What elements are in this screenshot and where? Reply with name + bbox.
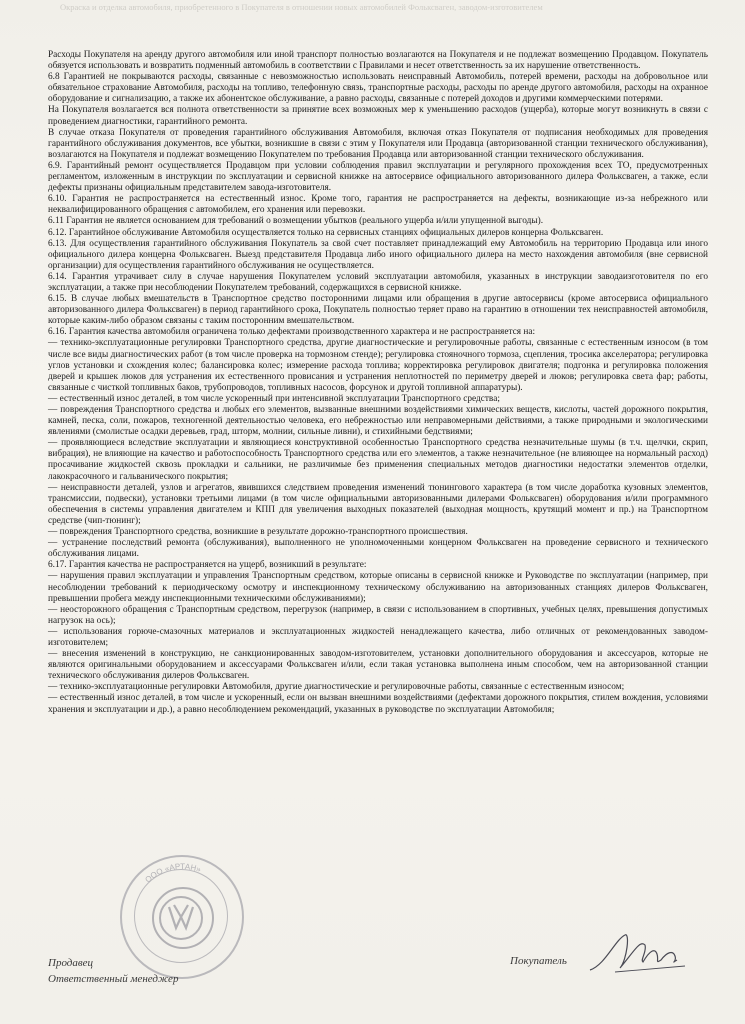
paragraph: 6.9. Гарантийный ремонт осуществляется Продавцом при условии соблюдения правил эксплуатации и регулярного прохождения всех ТО, предусмотренных регламентом, изложенным в инструкции по эксплуатации и сервисной книжке на автосервисе официального авторизованного дилера Фольксваген, а также, если дефекты признаны официальным представителем завода-изготовителя. bbox=[48, 160, 708, 194]
paragraph: — устранение последствий ремонта (обслуживания), выполненного не уполномоченными концерном Фольксваген на проведение сервисного и технического обслуживания лицами. bbox=[48, 538, 708, 560]
paragraph: — естественный износ деталей, в том числе и ускоренный, если он вызван внешними воздействиями (дефектами дорожного покрытия, стилем вождения, условиями хранения и эксплуатации и др.), а равно несоблюдением рекомендаций, указанных в руководстве по эксплуатации Автомобиля; bbox=[48, 693, 708, 715]
paragraph: — повреждения Транспортного средства и любых его элементов, вызванные внешними воздействиями химических веществ, кислоты, частей дорожного покрытия, камней, песка, соли, пожаров, техногенной деятельностью человека, его небрежностью или неправомерными действиями, а также природными и экологическими явлениями (смолистые осадки деревьев, град, шторм, молнии, сильные ливни), и стихийными бедствиями; bbox=[48, 405, 708, 438]
paragraph: — естественный износ деталей, в том числе ускоренный при интенсивной эксплуатации Транспортного средства; bbox=[48, 393, 500, 404]
svg-text:ООО «АРТАН»: ООО «АРТАН» bbox=[143, 861, 203, 885]
paragraph: Расходы Покупателя на аренду другого автомобиля или иной транспорт полностью возлагаются на Покупателя и не подлежат возмещению Продавцом. Покупатель обязуется использовать и возвратить подменный автомобиль в соответствии с Правилами и несет ответственность за их нарушение ответственность. bbox=[48, 50, 708, 72]
paragraph: — проявляющиеся вследствие эксплуатации и являющиеся конструктивной особенностью Транспортного средства незначительные шумы (в т.ч. щелчки, скрип, вибрация), не влияющие на качество и работоспособность Транспортного средства или его элементов, а также незначительное (не влияющее на нормальный расход) просачивание жидкостей сквозь прокладки и сальники, не различимые без применения специальных методов диагностики недостатки элементов отделки, лакокрасочного и гальванического покрытия; bbox=[48, 438, 708, 482]
header-bleed-through: Окраска и отделка автомобиля, приобретенного в Покупателя в отношении новых автомобилей Фольксваген, заводом-изготовителем bbox=[60, 2, 543, 12]
paragraph: 6.17. Гарантия качества не распространяется на ущерб, возникший в результате: bbox=[48, 560, 367, 571]
seller-signature-block bbox=[48, 955, 178, 987]
buyer-label: Покупатель bbox=[510, 955, 567, 967]
paragraph: На Покупателя возлагается вся полнота ответственности за принятие всех возможных мер к уменьшению расходов (ущерба), которые могут возникнуть в связи с проведением диагностики, гарантийного ремонта. bbox=[48, 105, 708, 127]
seller-role: Ответственный менеджер bbox=[48, 973, 179, 985]
paragraph: — технико-эксплуатационные регулировки Автомобиля, другие диагностические и регулировочные работы, связанные с естественным износом; bbox=[48, 682, 625, 693]
paragraph: 6.13. Для осуществления гарантийного обслуживания Покупатель за свой счет поставляет принадлежащий ему Автомобиль на территорию Продавца или иного официального дилера концерна Фольксваген. Выезд представителя Продавца либо иного официального дилера на место нахождения автомобиля (вне сервисной организации) для осуществления гарантийного обслуживания не осуществляется. bbox=[48, 238, 708, 271]
paragraph: 6.15. В случае любых вмешательств в Транспортное средство посторонними лицами или обращения в другие автосервисы (кроме автосервиса официального авторизованного дилера Фольксваген) в период гарантийного срока, Покупатель полностью теряет право на гарантию в отношении тех неисправностей автомобиля, которые каким-либо образом связаны с таким посторонним вмешательством. bbox=[48, 294, 708, 327]
paragraph: В случае отказа Покупателя от проведения гарантийного обслуживания Автомобиля, включая отказ Покупателя от подписания необходимых для проведения гарантийного обслуживания документов, все убытки, возникшие в связи с этим у Покупателя или Продавца (авторизованной станции технического обслуживания), возлагаются на Покупателя и подлежат возмещению Покупателем по требования Продавца или авторизованной станции технического обслуживания. bbox=[48, 127, 708, 160]
paragraph: — неисправности деталей, узлов и агрегатов, явившихся следствием проведения изменений тюнингового характера (в том числе доработка кузовных элементов, трансмиссии, подвески), установки третьими лицами (в том числе официальными авторизованными дилерами Фольксваген) оборудования и/или программного обеспечения в системы управления двигателем и КПП для увеличения выходных показателей (выходная мощность, крутящий момент и пр.) на Транспортном средстве (чип-тюнинг); bbox=[48, 482, 708, 526]
paragraph: — повреждения Транспортного средства, возникшие в результате дорожно-транспортного происшествия. bbox=[48, 527, 468, 538]
paragraph: — технико-эксплуатационные регулировки Транспортного средства, другие диагностические и регулировочные работы, связанные с естественным износом (в том числе все виды диагностических работ (в том числе проверка на тормозном стенде); регулировка стояночного тормоза, сцепления, тросика акселератора; регулировка углов установки и схождения колес; балансировка колес; измерение расхода топлива; корректировка регулировок двигателя; подгонка и регулировка положения дверей и крышек люков для устранения их естественного провисания и устранения неплотностей по периметру дверей и люков; регулировка света фар; работы, связанные с чисткой топливных баков, трубопроводов, топливных насосов, форсунок и другой топливной аппаратуры). bbox=[48, 338, 708, 393]
paragraph: — внесения изменений в конструкцию, не санкционированных заводом-изготовителем, установки дополнительного оборудования и аксессуаров, которые не являются оригинальными оборудованием и аксессуарами Фольксваген и/или, если такая установка выполнена иным способом, чем на авторизованной станции технического обслуживания дилеров Фольксваген. bbox=[48, 649, 708, 682]
paragraph: — использования горюче-смазочных материалов и эксплуатационных жидкостей ненадлежащего качества, либо отличных от рекомендованных заводом-изготовителем; bbox=[48, 626, 708, 648]
document-body bbox=[48, 50, 708, 716]
buyer-signature-block bbox=[510, 955, 567, 967]
buyer-signature bbox=[585, 920, 695, 980]
seller-label: Продавец bbox=[48, 957, 94, 969]
paragraph: 6.8 Гарантией не покрываются расходы, связанные с невозможностью использовать неисправный Автомобиль, потерей времени, расходы на добровольное или обязательное страхование Автомобиля, расходы на топливо, телефонную связь, транспортные расходы, расходы по аренде другого автомобиля, расходы на охранное оборудование и сигнализацию, а также их абонентское обслуживание, а равно расходы, связанные с потерей доходов и другими коммерческими потерями. bbox=[48, 72, 708, 105]
paragraph: 6.12. Гарантийное обслуживание Автомобиля осуществляется только на сервисных станциях официальных дилеров концерна Фольксваген. bbox=[48, 227, 604, 238]
paragraph: — неосторожного обращения с Транспортным средством, перегрузок (например, в связи с использованием в спортивных, учебных целях, превышения допустимых нагрузок на ось); bbox=[48, 604, 708, 626]
paragraph: 6.16. Гарантия качества автомобиля ограничена только дефектами производственного характера и не распространяется на: bbox=[48, 327, 536, 338]
paragraph: 6.10. Гарантия не распространяется на естественный износ. Кроме того, гарантия не распространяется на дефекты, возникающие из-за небрежного или неквалифицированного обращения с автомобилем, его хранения или перевозки. bbox=[48, 194, 708, 216]
paragraph: — нарушения правил эксплуатации и управления Транспортным средством, которые описаны в сервисной книжке и Руководстве по эксплуатации (например, при несоблюдении требований к периодическому осмотру и инспекционному техническому обслуживанию на авторизованных станциях дилеров Фольксваген, превышении пробега между инспекционными техническими обслуживаниями); bbox=[48, 571, 708, 604]
paragraph: 6.14. Гарантия утрачивает силу в случае нарушения Покупателем условий эксплуатации автомобиля, указанных в инструкции заводаизготовителя по его эксплуатации, а также при несоблюдении Покупателем требований, содержащихся в сервисной книжке. bbox=[48, 271, 708, 293]
paragraph: 6.11 Гарантия не является основанием для требований о возмещении убытков (реального ущерба и/или упущенной выгоды). bbox=[48, 216, 544, 227]
